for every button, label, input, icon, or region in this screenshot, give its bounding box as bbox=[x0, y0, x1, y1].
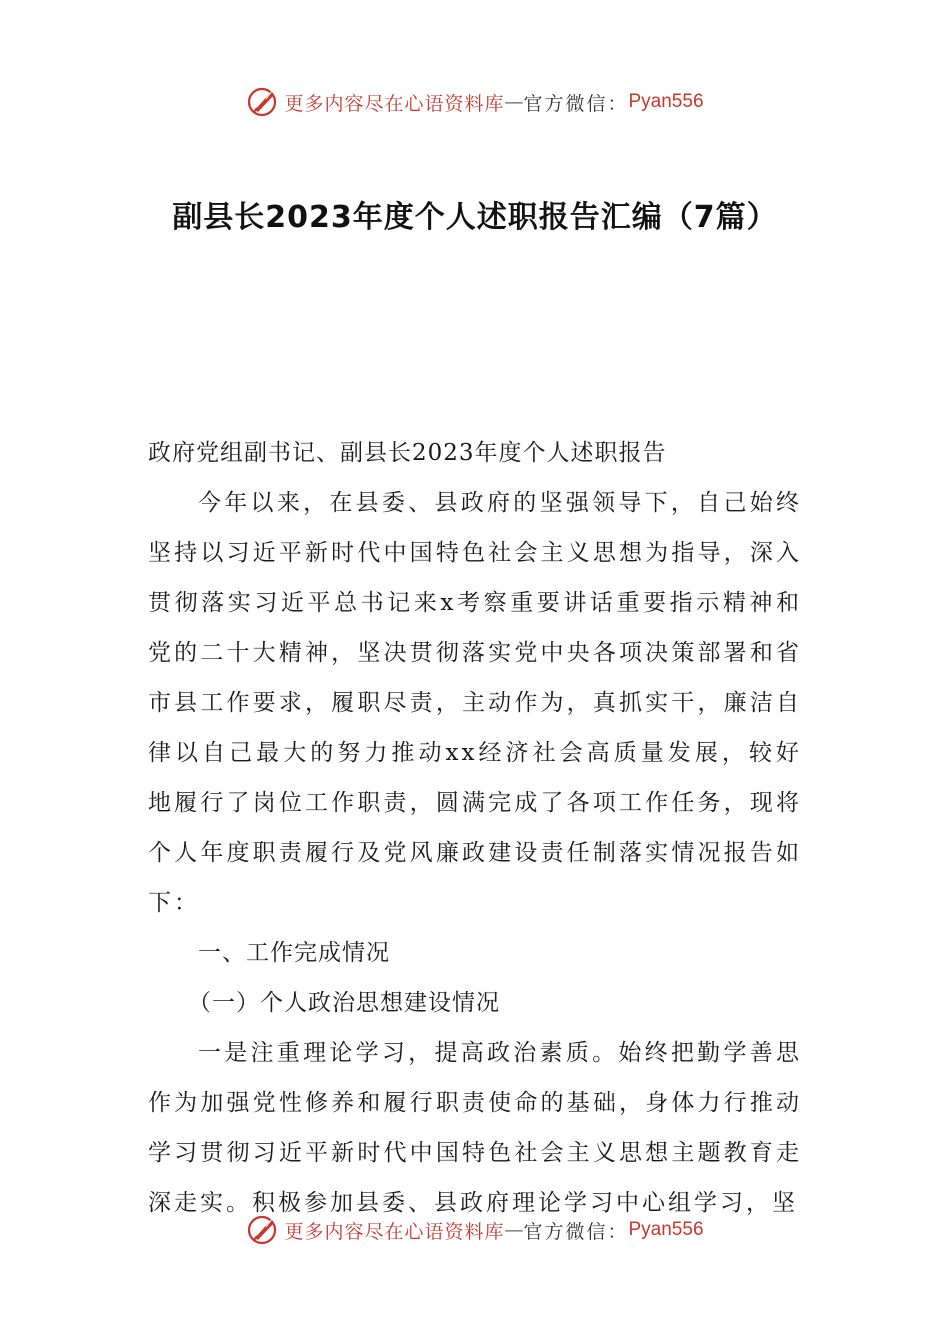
section-heading: 一、工作完成情况 bbox=[198, 940, 390, 966]
banner-wechat-id: Pyan556 bbox=[628, 1219, 704, 1240]
header-banner bbox=[0, 82, 950, 122]
report-heading: 政府党组副书记、副县长2023年度个人述职报告 bbox=[148, 440, 667, 466]
footer-banner bbox=[0, 1210, 950, 1250]
banner-wechat-label: 官方微信： bbox=[523, 1220, 629, 1243]
document-body bbox=[148, 428, 802, 1228]
quill-pen-logo-icon bbox=[246, 1213, 280, 1247]
subsection-heading: （一）个人政治思想建设情况 bbox=[188, 990, 500, 1016]
quill-pen-logo-icon bbox=[246, 85, 280, 119]
paragraph-study: 一是注重理论学习，提高政治素质。始终把勤学善思作为加强党性修养和履行职责使命的基础，身体力行推动学习贯彻习近平新时代中国特色社会主义思想主题教育走深走实。积极参加县委、县政府理论学习中心组学习，坚 bbox=[148, 1040, 802, 1216]
document-title: 副县长2023年度个人述职报告汇编（7篇） bbox=[172, 200, 778, 235]
banner-wechat-id: Pyan556 bbox=[628, 91, 704, 112]
banner-text: 更多内容尽在心语资料库 bbox=[284, 1220, 505, 1243]
banner-wechat-label: 官方微信： bbox=[523, 92, 629, 115]
paragraph-intro: 今年以来，在县委、县政府的坚强领导下，自己始终坚持以习近平新时代中国特色社会主义思想为指导，深入贯彻落实习近平总书记来x考察重要讲话重要指示精神和党的二十大精神，坚决贯彻落实党中央各项决策部署和省市县工作要求，履职尽责，主动作为，真抓实干，廉洁自律以自己最大的努力推动xx经济社会高质量发展，较好地履行了岗位工作职责，圆满完成了各项工作任务，现将个人年度职责履行及党风廉政建设责任制落实情况报告如下： bbox=[148, 490, 802, 916]
banner-separator: — bbox=[504, 91, 524, 113]
banner-separator: — bbox=[504, 1219, 524, 1241]
banner-text: 更多内容尽在心语资料库 bbox=[284, 92, 505, 115]
